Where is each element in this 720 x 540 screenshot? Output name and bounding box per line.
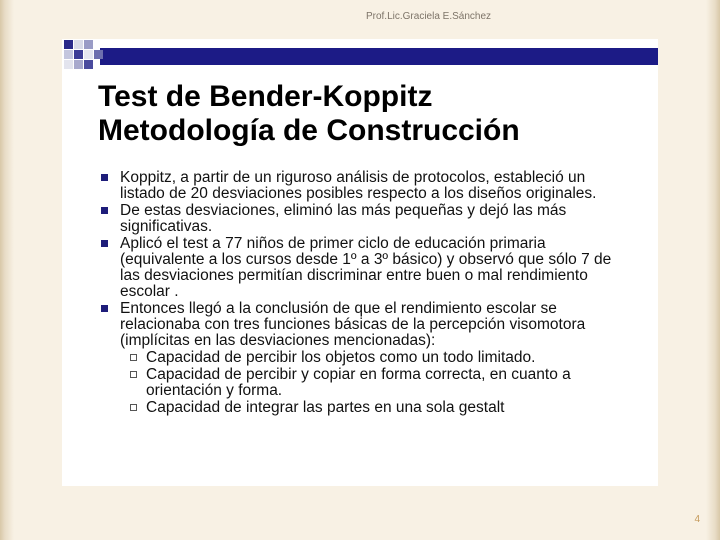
hollow-square-bullet-icon [130, 404, 137, 411]
slide-title-line-1: Test de Bender-Koppitz [98, 80, 433, 113]
sub-bullet-text: Capacidad de integrar las partes en una sola gestalt [146, 399, 505, 416]
corner-squares-decoration [64, 40, 104, 76]
sub-bullet-text: Capacidad de percibir y copiar en forma correcta, en cuanto a orientación y forma. [146, 366, 571, 399]
slide-body [101, 170, 631, 417]
hollow-square-bullet-icon [130, 371, 137, 378]
sub-bullet-text: Capacidad de percibir los objetos como un todo limitado. [146, 349, 536, 366]
square-bullet-icon [101, 207, 108, 214]
square-bullet-icon [101, 305, 108, 312]
page-number: 4 [694, 514, 700, 525]
bullet-item [101, 170, 631, 202]
square-bullet-icon [101, 174, 108, 181]
bullet-text: Koppitz, a partir de un riguroso análisis de protocolos, estableció un listado de 20 desviaciones posibles respecto a los diseños originales. [120, 169, 597, 202]
square-bullet-icon [101, 240, 108, 247]
slide-title [98, 80, 638, 148]
author-header: Prof.Lic.Graciela E.Sánchez [365, 11, 492, 22]
hollow-square-bullet-icon [130, 354, 137, 361]
bullet-item [101, 203, 631, 235]
bullet-text: Entonces llegó a la conclusión de que el rendimiento escolar se relacionaba con tres funciones básicas de la percepción visomotora (implícitas en las desviaciones mencionadas): [120, 300, 586, 349]
page-edge-left [0, 0, 14, 540]
sub-bullet-item [101, 400, 631, 416]
sub-bullet-item [101, 350, 631, 366]
title-accent-bar [100, 48, 658, 65]
page-edge-right [706, 0, 720, 540]
bullet-text: De estas desviaciones, eliminó las más pequeñas y dejó las más significativas. [120, 202, 567, 235]
sub-bullet-item [101, 367, 631, 399]
slide-title-line-2: Metodología de Construcción [98, 114, 520, 147]
bullet-item [101, 301, 631, 349]
bullet-item [101, 236, 631, 300]
bullet-text: Aplicó el test a 77 niños de primer ciclo de educación primaria (equivalente a los cursos desde 1º a 3º básico) y observó que sólo 7 de las desviaciones permitían discriminar entre buen o mal rendimiento escolar . [120, 235, 612, 300]
